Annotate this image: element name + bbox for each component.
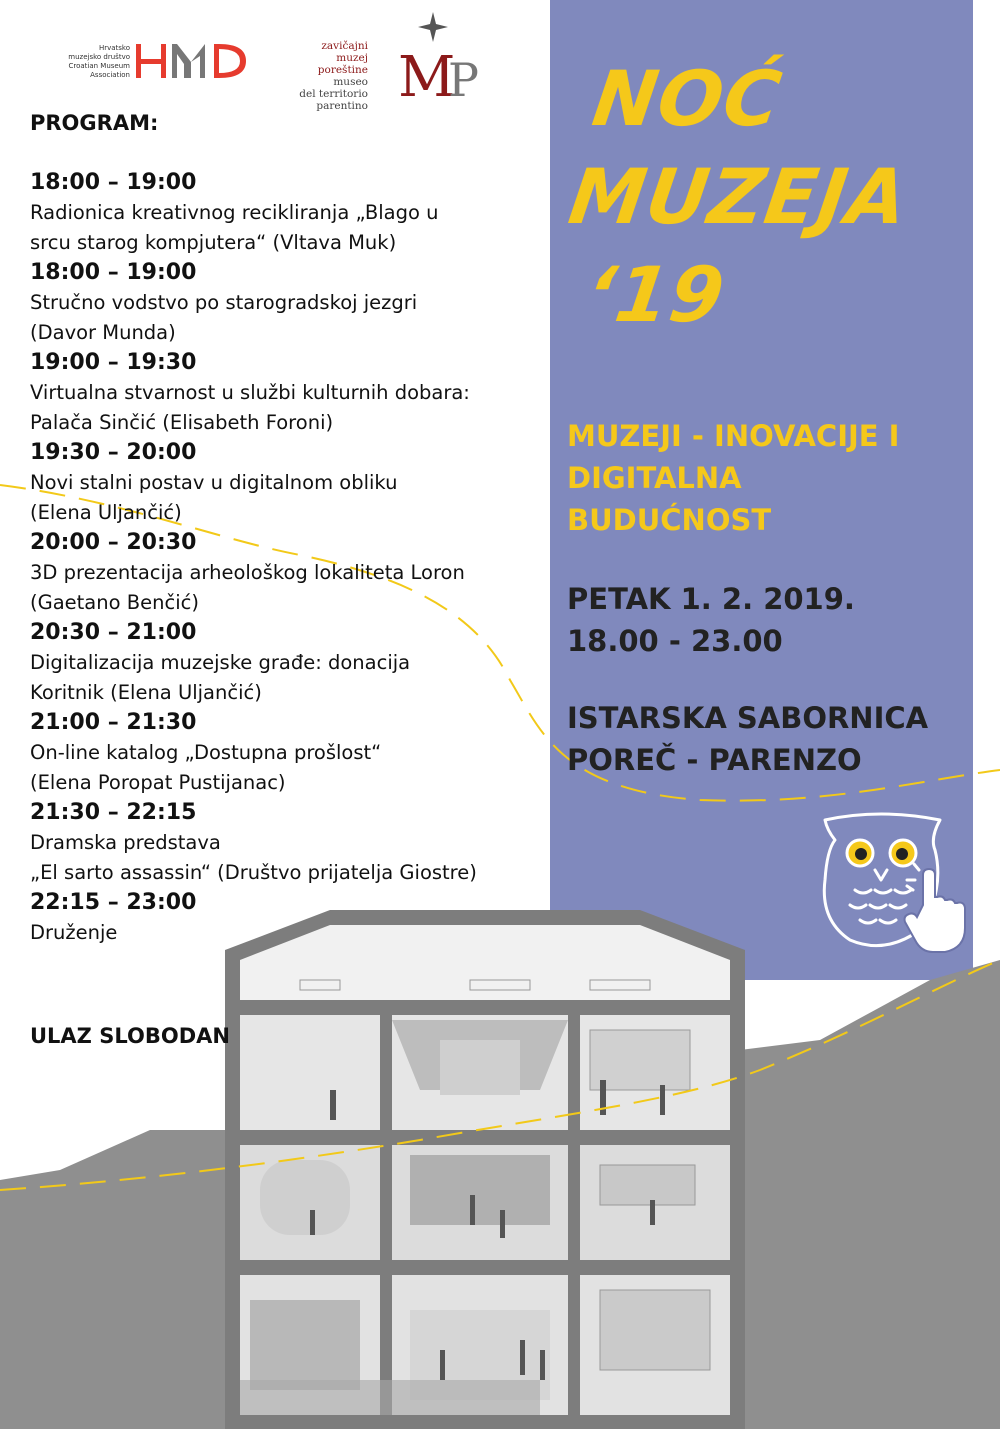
program-description: Virtualna stvarnost u službi kulturnih dobara: Palača Sinčić (Elisabeth Foroni) [30, 381, 470, 434]
svg-text:M: M [398, 45, 456, 102]
title-line-1: NOĆ [587, 54, 788, 143]
program-item [30, 168, 555, 258]
program-description: Dramska predstava „El sarto assassin“ (Društvo prijatelja Giostre) [30, 831, 477, 884]
program-time: 19:30 – 20:00 [30, 440, 197, 465]
event-theme: MUZEJI - INOVACIJE I DIGITALNA BUDUĆNOST [567, 419, 900, 537]
program-description: Novi stalni postav u digitalnom obliku (Elena Uljančić) [30, 471, 398, 524]
program-heading: PROGRAM: [30, 111, 159, 135]
event-title [549, 50, 990, 344]
owl-icon [805, 810, 970, 970]
program-item [30, 708, 555, 798]
program-time: 21:00 – 21:30 [30, 710, 197, 735]
program-list [30, 168, 555, 948]
event-date-time [567, 578, 967, 662]
program-time: 22:15 – 23:00 [30, 890, 197, 915]
hmd-logo-mark [136, 44, 248, 78]
program-time: 20:00 – 20:30 [30, 530, 197, 555]
program-item [30, 258, 555, 348]
program-time: 20:30 – 21:00 [30, 620, 197, 645]
star-icon [418, 12, 448, 42]
event-time: 18.00 - 23.00 [567, 624, 783, 658]
svg-text:P: P [448, 53, 479, 102]
zmp-logo-text: zavičajni muzej poreštine museo del territorio parentino [299, 40, 368, 112]
program-time: 18:00 – 19:00 [30, 170, 197, 195]
program-description: Radionica kreativnog recikliranja „Blago u srcu starog kompjutera“ (Vltava Muk) [30, 201, 439, 254]
program-description: Druženje [30, 921, 118, 944]
program-item [30, 438, 555, 528]
program-time: 18:00 – 19:00 [30, 260, 197, 285]
program-item [30, 528, 555, 618]
program-item [30, 888, 555, 948]
title-line-3: ‘19 [580, 250, 731, 339]
event-date: PETAK 1. 2. 2019. [567, 582, 855, 616]
hmd-logo-text: Hrvatsko muzejsko društvo Croatian Museum Association [68, 44, 130, 79]
zmp-logo-mark [396, 12, 490, 102]
program-item [30, 618, 555, 708]
title-line-2: MUZEJA [563, 152, 914, 241]
venue-name: ISTARSKA SABORNICA [567, 701, 929, 735]
program-description: Stručno vodstvo po starogradskoj jezgri (Davor Munda) [30, 291, 418, 344]
program-description: On-line katalog „Dostupna prošlost“ (Elena Poropat Pustijanac) [30, 741, 382, 794]
program-description: 3D prezentacija arheološkog lokaliteta Loron (Gaetano Benčić) [30, 561, 465, 614]
program-description: Digitalizacija muzejske građe: donacija Koritnik (Elena Uljančić) [30, 651, 411, 704]
free-entry-note: ULAZ SLOBODAN [30, 1024, 230, 1048]
venue-city: POREČ - PARENZO [567, 743, 862, 777]
program-time: 19:00 – 19:30 [30, 350, 197, 375]
program-item [30, 798, 555, 888]
program-time: 21:30 – 22:15 [30, 800, 197, 825]
event-venue [567, 697, 987, 781]
program-item [30, 348, 555, 438]
